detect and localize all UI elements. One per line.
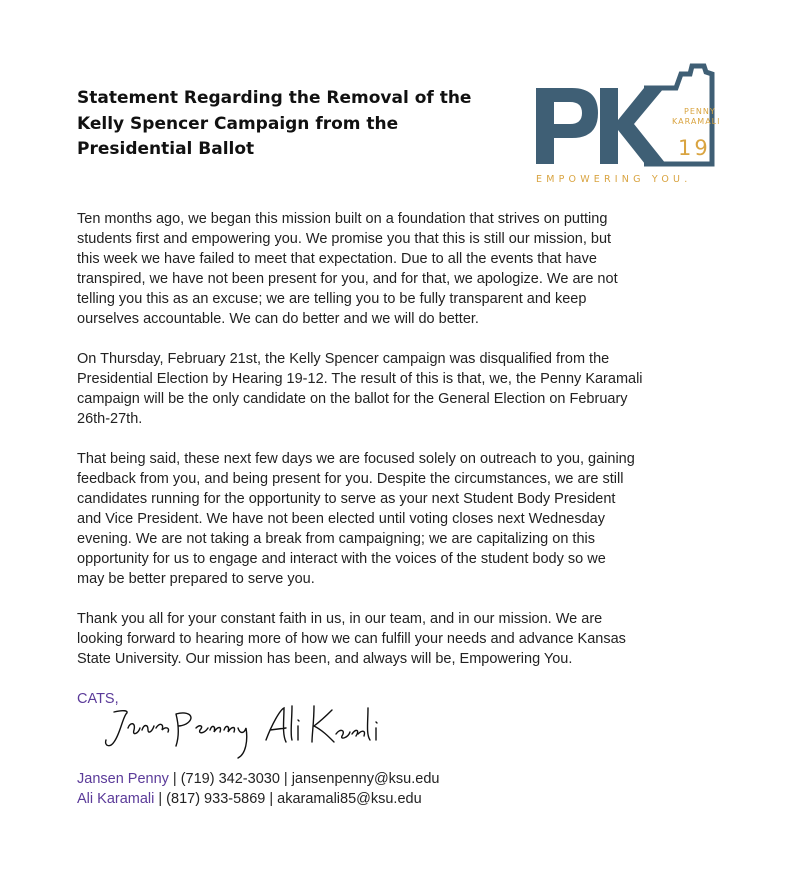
logo-name-line1: PENNY [684,107,716,116]
text-line: opportunity for us to engage and interact with the voices of the student body so we [77,551,606,567]
campaign-logo [526,52,726,192]
contact-details: | (817) 933-5869 | akaramali85@ksu.edu [154,791,422,807]
paragraph [77,609,727,669]
title-line: Statement Regarding the Removal of the [77,88,472,108]
text-line: ourselves accountable. We can do better and we will do better. [77,311,479,327]
text-line: students first and empowering you. We promise you that this is still our mission, but [77,231,612,247]
text-line: campaign will be the only candidate on the ballot for the General Election on February [77,391,628,407]
text-line: Presidential Election by Hearing 19-12. The result of this is that, we, the Penny Karamali [77,371,643,387]
text-line: transpired, we have not been present for you, and for that, we apologize. We are not [77,271,618,287]
text-line: Ten months ago, we began this mission built on a foundation that strives on putting [77,211,608,227]
logo-letter-p [536,88,598,164]
logo-name-line2: KARAMALI [672,117,721,126]
text-line: State University. Our mission has been, and always will be, Empowering You. [77,651,573,667]
title-line: Kelly Spencer Campaign from the [77,113,399,134]
text-line: and Vice President. We have not been elected until voting closes next Wednesday [77,511,605,527]
logo-tagline: EMPOWERING YOU. [536,174,692,185]
signature-ali-karamali [266,706,377,742]
contact-name: Ali Karamali [77,791,155,807]
contact-line-karamali [77,789,422,809]
contact-line-penny [77,769,439,789]
text-line: this week we have failed to meet that expectation. Due to all the events that have [77,251,597,267]
page-title [77,86,517,163]
text-line: That being said, these next few days we are focused solely on outreach to you, gaining [77,451,635,467]
text-line: Thank you all for your constant faith in us, in our team, and in our mission. We are [77,611,603,627]
paragraph [77,449,727,589]
handwritten-signatures [100,700,390,762]
text-line: On Thursday, February 21st, the Kelly Spencer campaign was disqualified from the [77,351,610,367]
text-line: telling you this as an excuse; we are telling you to be fully transparent and keep [77,291,587,307]
text-line: 26th-27th. [77,411,143,427]
text-line: evening. We are not taking a break from campaigning; we are capitalizing on this [77,531,595,547]
text-line: candidates running for the opportunity to serve as your next Student Body President [77,491,616,507]
logo-letter-k [600,88,666,164]
signature-jansen-penny [106,711,247,758]
text-line: feedback from you, and being present for you. Despite the circumstances, we are still [77,471,624,487]
closing-salutation: CATS, [77,691,119,707]
paragraph [77,349,727,429]
text-line: may be better prepared to serve you. [77,571,315,587]
contact-details: | (719) 342-3030 | jansenpenny@ksu.edu [168,771,440,787]
title-line: Presidential Ballot [77,139,255,159]
logo-year: 19 [678,136,711,160]
contact-name: Jansen Penny [77,771,169,787]
paragraph [77,209,727,329]
text-line: looking forward to hearing more of how we can fulfill your needs and advance Kansas [77,631,626,647]
